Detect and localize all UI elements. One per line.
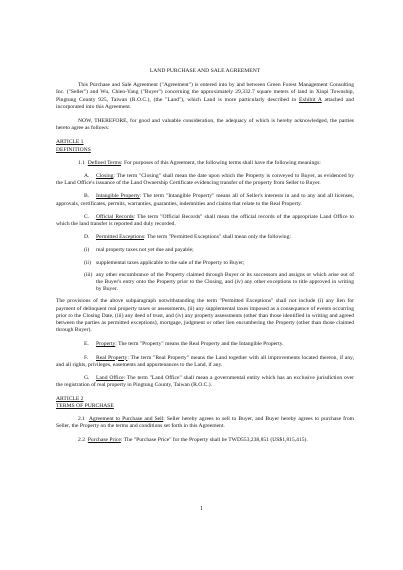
definition-label: F. [84, 354, 89, 361]
exception-text: real property taxes not yet due and payable; [96, 247, 194, 254]
definition-term: Permitted Exceptions [96, 234, 145, 241]
section-body: : Seller hereby agrees to sell to Buyer, and Buyer hereby agrees to purchase from Seller, the Property on the terms and conditions set forth in this Agreement. [56, 415, 354, 430]
definition-label: A. [84, 173, 90, 180]
purchase-price-amount: TWD553,238,851 (US$1,815,415). [228, 437, 308, 444]
definition-term: Real Property [96, 354, 128, 361]
definition-label: G. [84, 375, 90, 382]
definition-term: Property [96, 341, 116, 348]
exception-iii [84, 272, 354, 294]
definition-text: : The term "Intangible Property" means all of Seller's interests in and to any and all licenses, approvals, certificates, permits, warranties, guaranties, indemnities and claims that relate to the Real Property. [56, 193, 355, 207]
definition-text: : The term "Official Records" shall mean the official records of the appropriate Land Office to which the land transfer is reported and duly recorded. [56, 213, 354, 228]
definition-label: D. [84, 234, 90, 241]
section-body: : For purposes of this Agreement, the following terms shall have the following meanings: [121, 159, 321, 166]
definition-term: Land Office [96, 375, 124, 382]
exception-label: (ii) [84, 259, 91, 266]
definition-text: : The term "Real Property" means the Land together with all improvements located thereon, if any, and all rights, privileges, easements and appurtenances to the Land, if any. [56, 354, 354, 368]
exception-ii [84, 260, 354, 267]
section-number: 2.2 [78, 437, 85, 444]
definition-label: C. [84, 213, 90, 220]
intro-end-text: attached and incorporated into this Agreement. [56, 96, 355, 110]
definition-term: Official Records [96, 213, 134, 220]
exception-text: any other encumbrance of the Property claimed through Buyer or its successors and assigns or which arise out of the Buyer's entry onto the Property prior to the Closing, and (iv) any other exceptions to title approved in writing by Buyer. [96, 271, 354, 293]
definition-term: Closing [96, 173, 114, 180]
article-1-label: ARTICLE 1 [56, 139, 84, 146]
defined-term: Defined Terms [87, 159, 122, 166]
article-2-heading: TERMS OF PURCHASE [56, 402, 114, 409]
definition-text: : The term "Closing" shall mean the date upon which the Property is conveyed to Buyer, as evidenced by the Land Office's issuance of the Land Ownership Certificate evidencing transfer of the property from Seller to Buyer. [56, 173, 354, 187]
definition-label: E. [84, 341, 89, 348]
section-body: : The "Purchase Price" for the Property shall be [120, 437, 227, 444]
definition-term: Intangible Property [96, 193, 140, 200]
section-number: 1.1 [78, 159, 85, 166]
definition-text: : The term "Permitted Exceptions" shall mean only the following: [144, 234, 291, 241]
intro-text: This Purchase and Sale Agreement ("Agreement") is entered into by and between Green Forest Management Consulting Inc. ("Seller") and Wu, Chien-Yang ("Buyer") concerning the approximately 29,332.7 square meters of land in Xinpi Township, Pingtung County 925, Taiwan (R.O.C.), (the "Land"), which Land is more particularly described in [56, 82, 354, 103]
document-body [56, 68, 354, 452]
definition-c [56, 214, 354, 228]
definition-label: B. [84, 193, 90, 200]
section-term: Agreement to Purchase and Sell [88, 415, 164, 422]
definition-b [56, 193, 354, 207]
intro-paragraph [56, 82, 354, 111]
section-number: 2.1 [78, 415, 85, 422]
section-term: Purchase Price [87, 437, 121, 444]
exception-text: supplemental taxes applicable to the sale of the Property to Buyer; [96, 259, 245, 266]
definition-f [56, 355, 354, 369]
section-2-1 [56, 416, 354, 430]
definition-a [56, 173, 354, 187]
exception-label: (iii) [84, 271, 93, 278]
definition-d [56, 234, 354, 241]
definition-g [56, 375, 354, 389]
page-number: 1 [200, 506, 203, 512]
definition-e [56, 341, 354, 348]
section-1-1 [56, 160, 354, 167]
definition-text: : The term "Land Office" shall mean a governmental entity which has an exclusive jurisdiction over the registration of real property in Pingtung County, Taiwan (R.O.C.). [56, 375, 354, 389]
exception-label: (i) [84, 247, 90, 254]
article-2-label: ARTICLE 2 [56, 395, 84, 402]
agreement-title: LAND PURCHASE AND SALE AGREEMENT [149, 68, 261, 74]
now-therefore-paragraph: NOW, THEREFORE, for good and valuable consideration, the adequacy of which is hereby acknowledged, the parties hereto agree as follows: [56, 118, 354, 132]
definition-text: : The term "Property" means the Real Property and the Intangible Property. [115, 341, 284, 348]
article-1-heading: DEFINITIONS [56, 146, 91, 153]
provisions-paragraph: The provisions of the above subparagraph notwithstanding the term "Permitted Exceptions" shall not include (i) any lien for payment of delinquent real property taxes or assessments, (ii) any supplemental taxes imposed as a consequence of events occurring prior to the Closing Date, (iii) any deed of trust, and (iv) any property assessments (other than those identified in writing and agreed between the parties as permitted exceptions), mortgage, judgment or other lien encumbering the Property (other than those claimed through Buyer). [56, 298, 354, 334]
section-1-1-text [56, 160, 354, 167]
exhibit-link: Exhibit A [298, 96, 322, 103]
exception-i [84, 247, 354, 254]
section-2-2 [56, 437, 354, 444]
